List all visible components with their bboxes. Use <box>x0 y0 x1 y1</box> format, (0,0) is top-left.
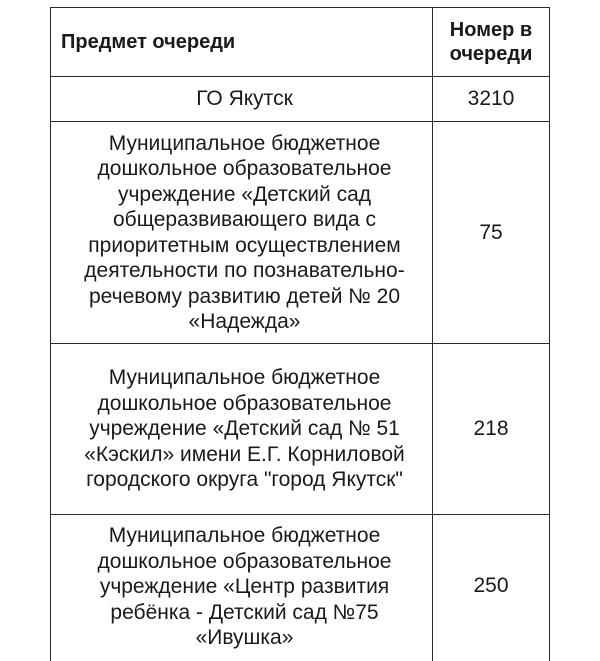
table-row <box>51 515 550 661</box>
queue-number: 75 <box>433 122 550 344</box>
header-subject: Предмет очереди <box>51 8 433 77</box>
table-header <box>51 8 550 77</box>
queue-number: 218 <box>433 344 550 515</box>
table-row <box>51 122 550 344</box>
header-number: Номер в очереди <box>433 8 550 77</box>
queue-subject: ГО Якутск <box>51 77 433 122</box>
queue-subject: Муниципальное бюджетное дошкольное образовательное учреждение «Центр развития ребёнка - Детский сад №75 «Ивушка» <box>51 515 433 661</box>
queue-subject: Муниципальное бюджетное дошкольное образовательное учреждение «Детский сад № 51 «Кэскил» имени Е.Г. Корниловой городского округа "город Якутск" <box>51 344 433 515</box>
queue-subject: Муниципальное бюджетное дошкольное образовательное учреждение «Детский сад общеразвивающего вида с приоритетным осуществлением деятельности по познавательно-речевому развитию детей № 20 «Надежда» <box>51 122 433 344</box>
header-row <box>51 8 550 77</box>
queue-number: 250 <box>433 515 550 661</box>
table-row <box>51 77 550 122</box>
table-row <box>51 344 550 515</box>
table-body <box>51 77 550 661</box>
queue-table <box>50 7 550 661</box>
queue-number: 3210 <box>433 77 550 122</box>
